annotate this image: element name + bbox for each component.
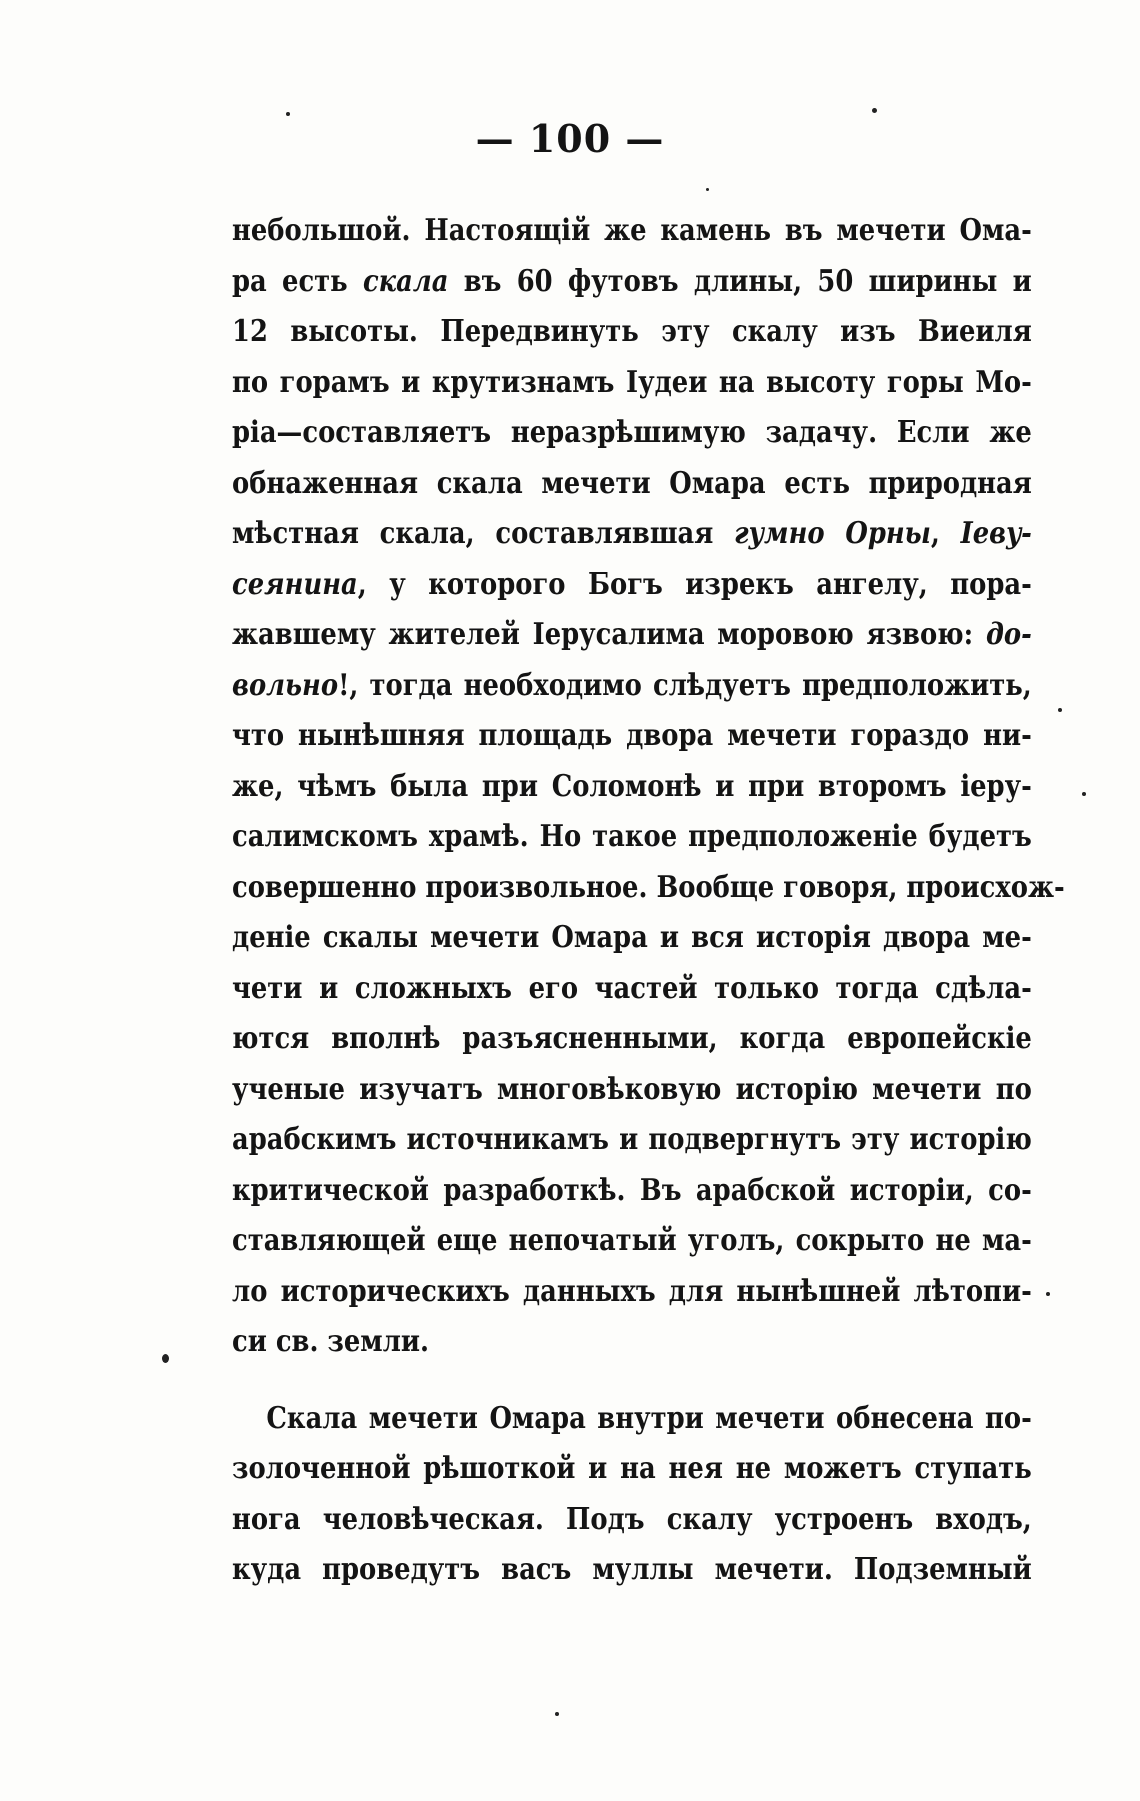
italic-term: гумно Орны (734, 516, 931, 551)
body-text (232, 206, 1065, 1596)
text-line: арабскимъ источникамъ и подвергнутъ эту исторію (232, 1122, 1032, 1157)
text-line: золоченной рѣшоткой и на нея не можетъ ступать (232, 1451, 1032, 1486)
scan-speck (162, 1354, 169, 1363)
text-line: ріа—составляетъ неразрѣшимую задачу. Если же (232, 415, 1032, 450)
italic-term: вольно (232, 667, 339, 703)
text-line: небольшой. Настоящій же камень въ мечети Ома- (232, 213, 1032, 248)
text-line: ученые изучатъ многовѣковую исторію мечети по (232, 1071, 1032, 1107)
italic-term: сеянина (232, 566, 358, 602)
scan-speck (706, 188, 709, 191)
text-line: деніе скалы мечети Омара и вся исторія двора ме- (232, 920, 1032, 955)
text-line: 12 высоты. Передвинуть эту скалу изъ Виеиля (232, 314, 1032, 349)
scan-speck (1082, 792, 1086, 796)
text-line: ра есть скала въ 60 футовъ длины, 50 ширины и (232, 263, 1032, 299)
text-line: совершенно произвольное. Вообще говоря, происхож- (232, 869, 1065, 905)
text-line: ются вполнѣ разъясненными, когда европейскіе (232, 1021, 1032, 1056)
text-line: же, чѣмъ была при Соломонѣ и при второмъ іеру- (232, 768, 1032, 804)
scan-speck (872, 108, 877, 113)
text-line: салимскомъ храмѣ. Но такое предположеніе будетъ (232, 819, 1032, 854)
paragraph-gap (232, 1368, 1032, 1394)
text-line: вольно!, тогда необходимо слѣдуетъ предположить, (232, 667, 1032, 703)
scan-speck (555, 1712, 559, 1716)
text-line: Скала мечети Омара внутри мечети обнесена по- (266, 1400, 1032, 1436)
italic-term: скала (362, 263, 449, 299)
text-line: ставляющей еще непочатый уголъ, сокрыто не ма- (232, 1223, 1032, 1258)
page-number: — 100 — (475, 116, 665, 161)
text-line: по горамъ и крутизнамъ Іудеи на высоту горы Мо- (232, 364, 1032, 400)
italic-term: Іевy- (960, 516, 1032, 551)
text-line: обнаженная скала мечети Омара есть природная (232, 465, 1032, 501)
text-line: чети и сложныхъ его частей только тогда сдѣла- (232, 970, 1032, 1006)
scan-speck (1046, 1292, 1050, 1296)
text-line: нога человѣческая. Подъ скалу устроенъ входъ, (232, 1501, 1032, 1537)
text-line: критической разработкѣ. Въ арабской исторіи, со- (232, 1172, 1032, 1208)
text-line: сеянина, у которого Богъ изрекъ ангелу, пора- (232, 566, 1032, 602)
text-line: жавшему жителей Іерусалима моровою язвою: до- (232, 617, 1032, 652)
text-line: мѣстная скала, составлявшая гумно Орны, Іевy- (232, 516, 1032, 551)
scan-speck (1058, 708, 1062, 712)
text-line: что нынѣшняя площадь двора мечети гораздо ни- (232, 718, 1032, 753)
italic-term: до- (985, 617, 1032, 652)
text-line: си св. земли. (232, 1324, 430, 1359)
text-line: ло историческихъ данныхъ для нынѣшней лѣтопи- (232, 1273, 1032, 1309)
text-line: куда проведутъ васъ муллы мечети. Подземный (232, 1552, 1032, 1587)
scan-speck (286, 112, 290, 116)
